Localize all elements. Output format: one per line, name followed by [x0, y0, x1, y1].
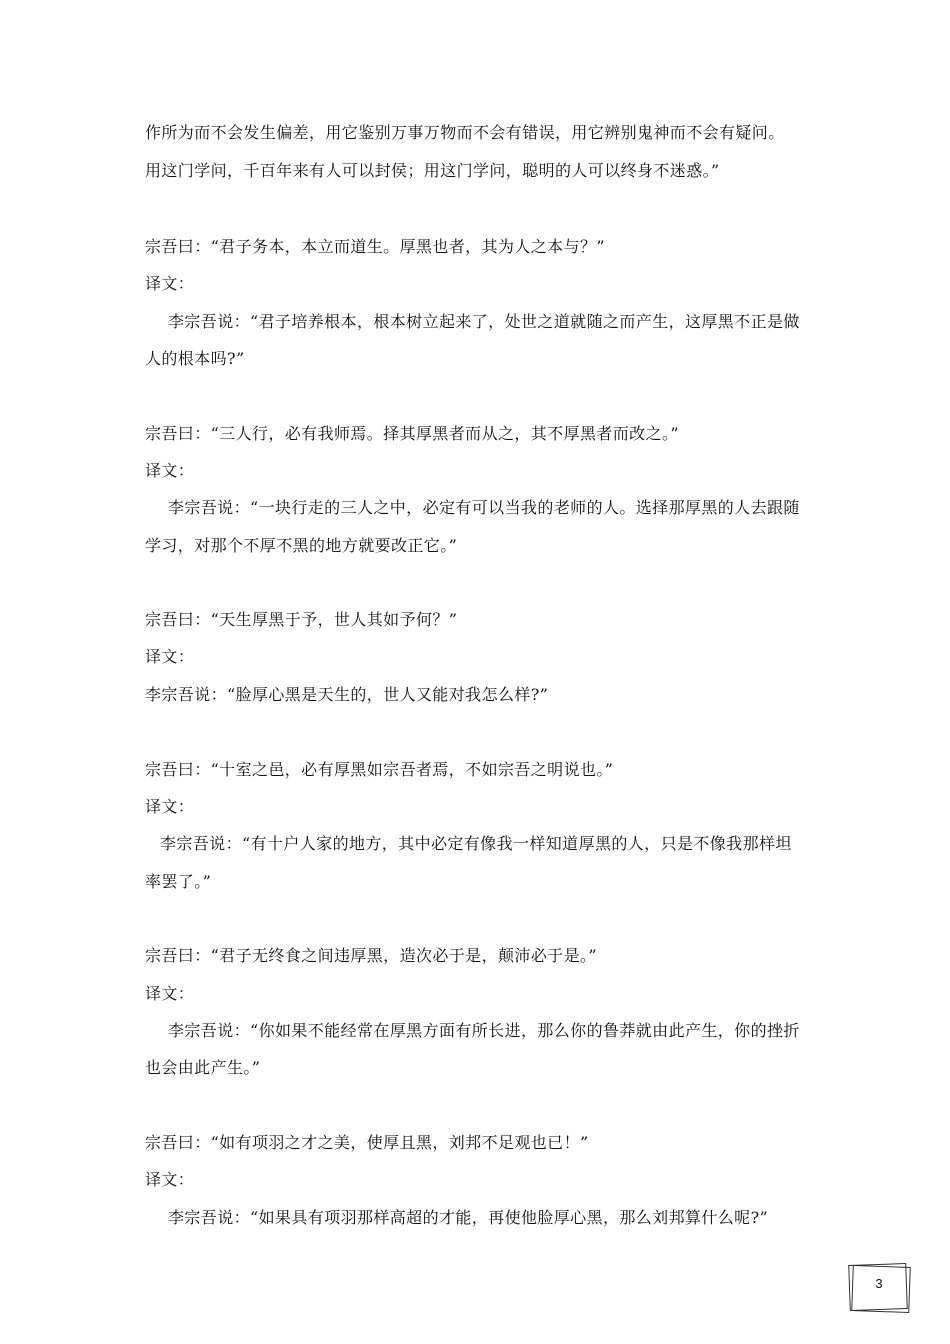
translation-line: 李宗吾说：“你如果不能经常在厚黑方面有所长进，那么你的鲁莽就由此产生，你的挫折: [168, 1021, 800, 1040]
translation-line: 人的根本吗?”: [145, 349, 245, 368]
translation-line: 李宗吾说：“脸厚心黑是天生的，世人又能对我怎么样?”: [145, 685, 549, 704]
translation-label: 译文：: [145, 647, 195, 666]
quote-line: 宗吾曰：“三人行，必有我师焉。择其厚黑者而从之，其不厚黑者而改之。”: [145, 424, 679, 443]
translation-label: 译文：: [145, 1170, 195, 1189]
quote-line: 宗吾曰：“君子无终食之间违厚黑，造次必于是，颠沛必于是。”: [145, 946, 597, 965]
translation-line: 学习，对那个不厚不黑的地方就要改正它。”: [145, 536, 458, 555]
translation-label: 译文：: [145, 797, 195, 816]
text-line: 作所为而不会发生偏差，用它鉴别万事万物而不会有错误，用它辨别鬼神而不会有疑问。: [145, 123, 785, 142]
translation-line: 率罢了。”: [145, 872, 212, 891]
translation-line: 也会由此产生。”: [145, 1058, 261, 1077]
translation-line: 李宗吾说：“君子培养根本，根本树立起来了，处世之道就随之而产生，这厚黑不正是做: [168, 312, 800, 331]
translation-label: 译文：: [145, 461, 195, 480]
translation-line: 李宗吾说：“如果具有项羽那样高超的才能，再使他脸厚心黑，那么刘邦算什么呢?”: [168, 1208, 769, 1227]
quote-line: 宗吾曰：“天生厚黑于予，世人其如予何？”: [145, 610, 458, 629]
page-number-box: [849, 1264, 909, 1312]
text-line: 用这门学问，千百年来有人可以封侯；用这门学问，聪明的人可以终身不迷惑。”: [145, 161, 720, 180]
translation-label: 译文：: [145, 274, 195, 293]
quote-line: 宗吾曰：“君子务本，本立而道生。厚黑也者，其为人之本与？”: [145, 237, 605, 256]
translation-line: 李宗吾说：“一块行走的三人之中，必定有可以当我的老师的人。选择那厚黑的人去跟随: [168, 498, 800, 517]
translation-line: 李宗吾说：“有十户人家的地方，其中必定有像我一样知道厚黑的人，只是不像我那样坦: [160, 834, 792, 853]
translation-label: 译文：: [145, 984, 195, 1003]
quote-line: 宗吾曰：“如有项羽之才之美，使厚且黑，刘邦不足观也已！”: [145, 1133, 589, 1152]
page-number: 3: [875, 1276, 883, 1291]
quote-line: 宗吾曰：“十室之邑，必有厚黑如宗吾者焉，不如宗吾之明说也。”: [145, 760, 614, 779]
